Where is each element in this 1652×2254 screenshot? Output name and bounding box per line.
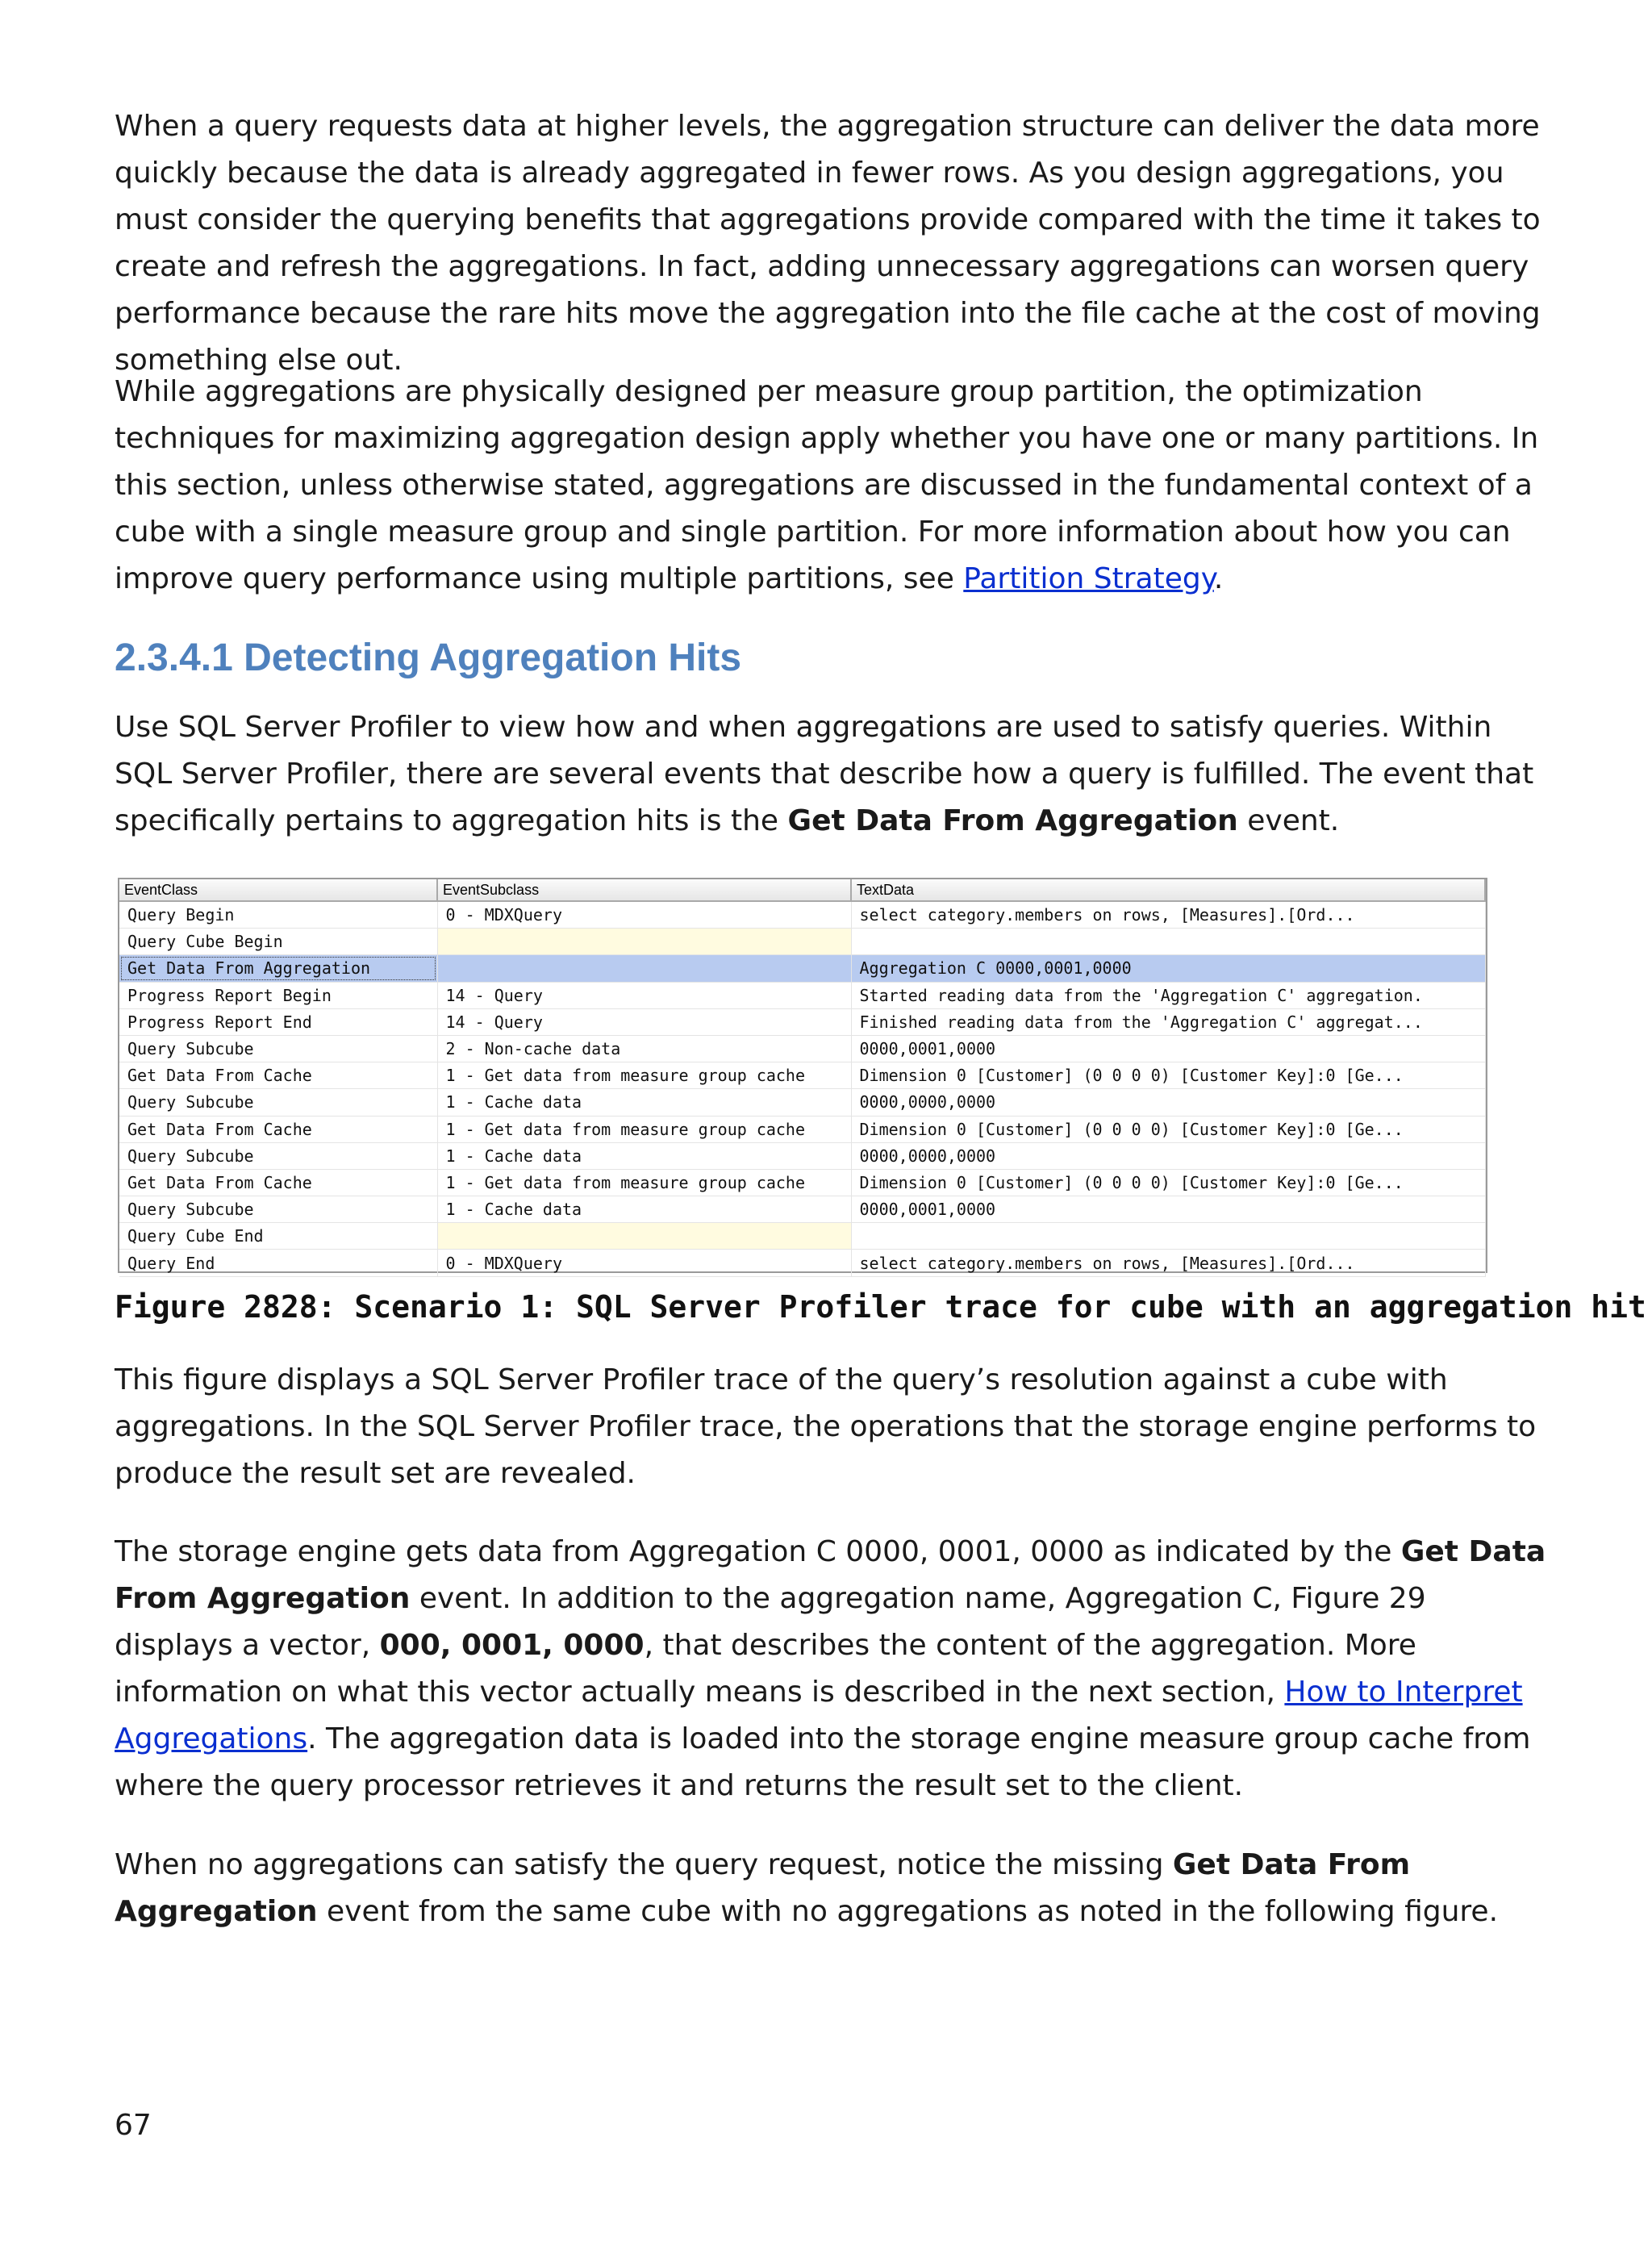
trace-cell-eventsubclass: 0 - MDXQuery xyxy=(437,901,851,929)
paragraph-text: While aggregations are physically designed per measure group partition, the optimization techniques for maximizing aggregation design apply whether you have one or many partitions. In this section, unless otherwise stated, aggregations are discussed in the fundamental context of a cube with a single measure group and single partition. For more information about how you can improve query performance using multiple partitions, see xyxy=(115,375,1539,595)
trace-row[interactable] xyxy=(119,1169,1485,1196)
paragraph-text: When no aggregations can satisfy the query request, notice the missing xyxy=(115,1848,1173,1881)
trace-cell-eventsubclass: 1 - Get data from measure group cache xyxy=(437,1169,851,1196)
trace-cell-eventclass: Query Subcube xyxy=(119,1089,437,1116)
trace-cell-eventsubclass: 1 - Get data from measure group cache xyxy=(437,1062,851,1089)
trace-cell-eventclass: Get Data From Cache xyxy=(119,1169,437,1196)
trace-row[interactable] xyxy=(119,1142,1485,1169)
paragraph-text: , that describes the content of the aggregation. More information on what this vector actually means is described in the next section, xyxy=(115,1629,1416,1709)
bold-term: Get Data From Aggregation xyxy=(115,1535,1546,1615)
trace-cell-textdata: 0000,0001,0000 xyxy=(851,1196,1485,1223)
trace-cell-eventsubclass: 0 - MDXQuery xyxy=(437,1250,851,1276)
paragraph-partitions xyxy=(115,369,1550,603)
trace-cell-eventsubclass: 2 - Non-cache data xyxy=(437,1035,851,1062)
trace-row[interactable] xyxy=(119,901,1485,929)
trace-cell-eventclass: Query Begin xyxy=(119,901,437,929)
trace-header-row xyxy=(119,879,1485,901)
section-heading: 2.3.4.1 Detecting Aggregation Hits xyxy=(115,637,742,679)
trace-row[interactable] xyxy=(119,1196,1485,1223)
profiler-trace-table xyxy=(119,879,1486,1277)
trace-cell-textdata: select category.members on rows, [Measures].[Ord... xyxy=(851,901,1485,929)
figure-caption: Figure 2828: Scenario 1: SQL Server Profiler trace for cube with an aggregation hit xyxy=(115,1289,1646,1325)
trace-row[interactable] xyxy=(119,1223,1485,1250)
trace-cell-eventclass: Progress Report Begin xyxy=(119,982,437,1008)
trace-cell-eventsubclass: 1 - Cache data xyxy=(437,1089,851,1116)
trace-cell-eventsubclass xyxy=(437,955,851,982)
trace-row[interactable] xyxy=(119,982,1485,1008)
paragraph-text: This figure displays a SQL Server Profiler trace of the query’s resolution against a cube with aggregations. In the SQL Server Profiler trace, the operations that the storage engine performs to produce the result set are revealed. xyxy=(115,1363,1537,1490)
trace-cell-textdata: Finished reading data from the 'Aggregation C' aggregat... xyxy=(851,1008,1485,1035)
trace-cell-textdata: 0000,0001,0000 xyxy=(851,1035,1485,1062)
bold-vector: 000, 0001, 0000 xyxy=(379,1629,645,1662)
column-header-textdata[interactable]: TextData xyxy=(851,879,1485,901)
trace-cell-eventclass: Query Subcube xyxy=(119,1142,437,1169)
trace-cell-eventclass: Get Data From Cache xyxy=(119,1062,437,1089)
trace-cell-textdata: select category.members on rows, [Measures].[Ord... xyxy=(851,1250,1485,1276)
paragraph-figure-description xyxy=(115,1357,1550,1497)
paragraph-text: event from the same cube with no aggregations as noted in the following figure. xyxy=(317,1895,1499,1928)
paragraph-text: Use SQL Server Profiler to view how and when aggregations are used to satisfy queries. Within SQL Server Profiler, there are several events that describe how a query is fulfilled. The event that specifically pertains to aggregation hits is the xyxy=(115,711,1534,837)
paragraph-storage-engine xyxy=(115,1529,1550,1809)
trace-cell-eventsubclass xyxy=(437,1223,851,1250)
paragraph-text: event. In addition to the aggregation name, Aggregation C, Figure 29 displays a vector, xyxy=(115,1582,1426,1662)
trace-cell-textdata: Dimension 0 [Customer] (0 0 0 0) [Customer Key]:0 [Ge... xyxy=(851,1116,1485,1142)
trace-cell-textdata: Dimension 0 [Customer] (0 0 0 0) [Customer Key]:0 [Ge... xyxy=(851,1169,1485,1196)
trace-row[interactable] xyxy=(119,955,1485,982)
partition-strategy-link[interactable]: Partition Strategy xyxy=(963,562,1214,595)
trace-cell-eventsubclass: 14 - Query xyxy=(437,1008,851,1035)
trace-cell-eventclass: Query Cube End xyxy=(119,1223,437,1250)
trace-cell-textdata: Dimension 0 [Customer] (0 0 0 0) [Customer Key]:0 [Ge... xyxy=(851,1062,1485,1089)
paragraph-text: When a query requests data at higher levels, the aggregation structure can deliver the data more quickly because the data is already aggregated in fewer rows. As you design aggregations, you must consider the querying benefits that aggregations provide compared with the time it takes to create and refresh the aggregations. In fact, adding unnecessary aggregations can worsen query performance because the rare hits move the aggregation into the file cache at the cost of moving something else out. xyxy=(115,110,1541,377)
page-number: 67 xyxy=(115,2109,152,2142)
trace-cell-eventclass: Get Data From Aggregation xyxy=(119,955,437,982)
trace-cell-textdata: 0000,0000,0000 xyxy=(851,1089,1485,1116)
trace-cell-eventclass: Query Subcube xyxy=(119,1035,437,1062)
trace-cell-textdata xyxy=(851,1223,1485,1250)
trace-row[interactable] xyxy=(119,1250,1485,1276)
trace-cell-textdata: Aggregation C 0000,0001,0000 xyxy=(851,955,1485,982)
trace-row[interactable] xyxy=(119,1116,1485,1142)
trace-row[interactable] xyxy=(119,1062,1485,1089)
trace-row[interactable] xyxy=(119,1089,1485,1116)
column-header-eventsubclass[interactable]: EventSubclass xyxy=(437,879,851,901)
trace-cell-eventsubclass: 14 - Query xyxy=(437,982,851,1008)
bold-term: Get Data From Aggregation xyxy=(115,1848,1411,1928)
bold-term: Get Data From Aggregation xyxy=(787,804,1238,837)
trace-row[interactable] xyxy=(119,1035,1485,1062)
trace-cell-eventclass: Get Data From Cache xyxy=(119,1116,437,1142)
paragraph-text: . The aggregation data is loaded into the storage engine measure group cache from where the query processor retrieves it and returns the result set to the client. xyxy=(115,1722,1531,1802)
trace-cell-textdata: Started reading data from the 'Aggregation C' aggregation. xyxy=(851,982,1485,1008)
trace-cell-eventclass: Query Subcube xyxy=(119,1196,437,1223)
trace-cell-eventsubclass: 1 - Cache data xyxy=(437,1196,851,1223)
trace-cell-eventsubclass xyxy=(437,929,851,955)
paragraph-text: . xyxy=(1213,562,1224,595)
trace-cell-eventsubclass: 1 - Cache data xyxy=(437,1142,851,1169)
trace-cell-eventclass: Query End xyxy=(119,1250,437,1276)
interpret-aggregations-link[interactable]: How to Interpret Aggregations xyxy=(115,1676,1523,1755)
trace-cell-textdata xyxy=(851,929,1485,955)
trace-cell-eventclass: Query Cube Begin xyxy=(119,929,437,955)
paragraph-aggregation-intro xyxy=(115,103,1550,384)
profiler-trace-figure xyxy=(118,878,1487,1273)
trace-cell-eventsubclass: 1 - Get data from measure group cache xyxy=(437,1116,851,1142)
trace-cell-eventclass: Progress Report End xyxy=(119,1008,437,1035)
paragraph-text: event. xyxy=(1237,804,1340,837)
trace-cell-textdata: 0000,0000,0000 xyxy=(851,1142,1485,1169)
column-header-eventclass[interactable]: EventClass xyxy=(119,879,437,901)
trace-row[interactable] xyxy=(119,1008,1485,1035)
paragraph-text: The storage engine gets data from Aggregation C 0000, 0001, 0000 as indicated by the xyxy=(115,1535,1401,1568)
trace-row[interactable] xyxy=(119,929,1485,955)
paragraph-profiler xyxy=(115,704,1550,845)
trace-body xyxy=(119,901,1485,1276)
paragraph-no-aggregations xyxy=(115,1842,1550,1935)
